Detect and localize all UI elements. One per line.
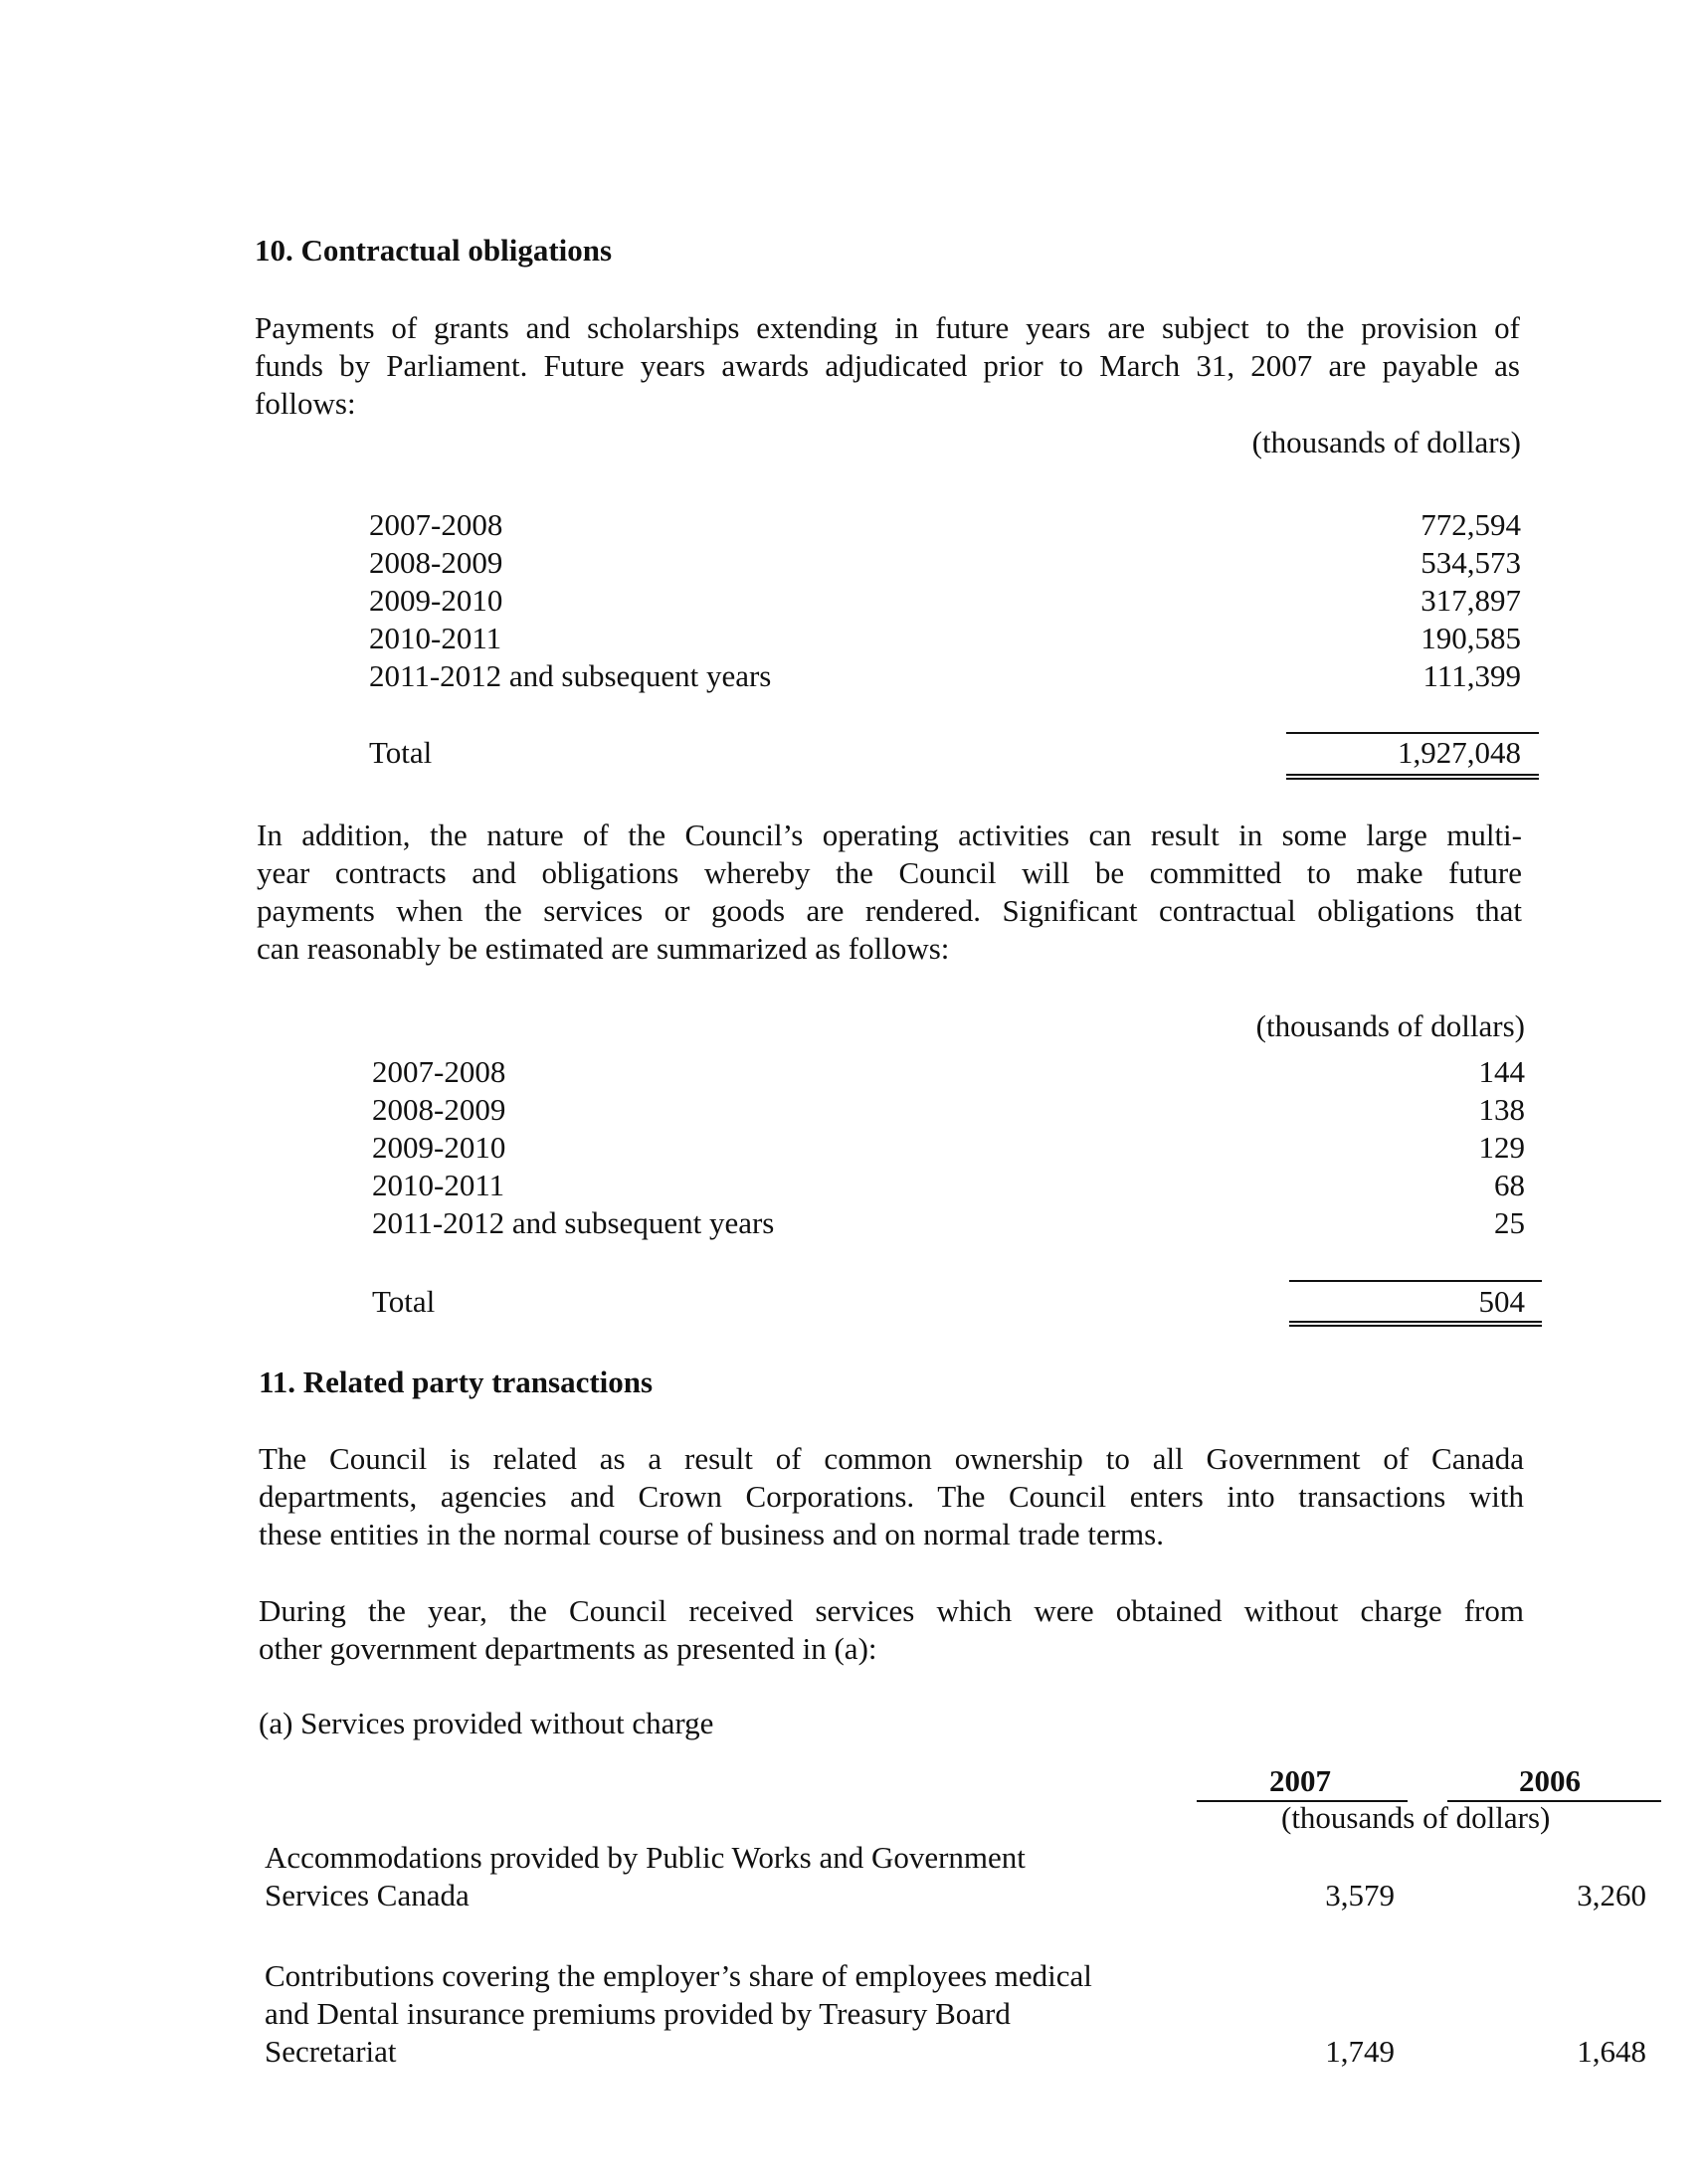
- paragraph-line: In addition, the nature of the Council’s operating activities can result in some large multi-: [257, 818, 1522, 852]
- services-row-value-2006: 3,260: [1577, 1878, 1646, 1912]
- table1-total-double-rule-2: [1286, 778, 1539, 780]
- services-column-header-2007: 2007: [1269, 1763, 1331, 1798]
- table2-row-period: 2009-2010: [372, 1130, 506, 1165]
- table2-total-label: Total: [372, 1284, 436, 1319]
- table2-total-value: 504: [1478, 1284, 1525, 1319]
- section-10-obligations-paragraph: [257, 817, 1522, 968]
- table1-row-period: 2009-2010: [369, 583, 503, 618]
- services-row-label-line: Contributions covering the employer’s share of employees medical: [265, 1958, 1092, 1993]
- table1-row-amount: 317,897: [1420, 583, 1521, 618]
- table2-row-amount: 68: [1494, 1168, 1525, 1202]
- table1-total-label: Total: [369, 735, 433, 770]
- table2-row-period: 2008-2009: [372, 1092, 506, 1127]
- table2-row-amount: 144: [1478, 1054, 1525, 1089]
- table1-total-value: 1,927,048: [1398, 735, 1521, 770]
- paragraph-line: follows:: [255, 386, 356, 421]
- services-row-label-line: Accommodations provided by Public Works and Government: [265, 1840, 1026, 1875]
- table1-row-amount: 772,594: [1420, 507, 1521, 542]
- table2-row-period: 2007-2008: [372, 1054, 506, 1089]
- paragraph-line: these entities in the normal course of business and on normal trade terms.: [259, 1517, 1164, 1551]
- table2-row-period: 2011-2012 and subsequent years: [372, 1205, 775, 1240]
- section-10-intro-paragraph: [255, 309, 1520, 423]
- section-11-heading: 11. Related party transactions: [259, 1365, 654, 1399]
- paragraph-line: Payments of grants and scholarships extending in future years are subject to the provision of: [255, 310, 1520, 345]
- paragraph-line: can reasonably be estimated are summarized as follows:: [257, 931, 950, 966]
- table2-row-amount: 25: [1494, 1205, 1525, 1240]
- paragraph-line: departments, agencies and Crown Corporations. The Council enters into transactions with: [259, 1479, 1524, 1514]
- table1-row-period: 2010-2011: [369, 621, 502, 655]
- table1-row-amount: 190,585: [1420, 621, 1521, 655]
- table2-total-top-rule: [1289, 1280, 1542, 1282]
- table2-total-double-rule-2: [1289, 1325, 1542, 1327]
- table2-unit-label: (thousands of dollars): [1255, 1008, 1525, 1043]
- table1-row-amount: 534,573: [1420, 545, 1521, 580]
- paragraph-line: The Council is related as a result of common ownership to all Government of Canada: [259, 1441, 1524, 1476]
- services-row-label-line: Secretariat: [265, 2034, 397, 2069]
- table2-row-period: 2010-2011: [372, 1168, 505, 1202]
- table2-total-double-rule-1: [1289, 1321, 1542, 1323]
- paragraph-line: payments when the services or goods are rendered. Significant contractual obligations that: [257, 893, 1522, 928]
- section-11-services-paragraph: [259, 1592, 1524, 1668]
- table1-row-period: 2008-2009: [369, 545, 503, 580]
- table1-row-period: 2007-2008: [369, 507, 503, 542]
- table1-row-period: 2011-2012 and subsequent years: [369, 658, 772, 693]
- paragraph-line: During the year, the Council received services which were obtained without charge from: [259, 1593, 1524, 1628]
- services-row-label-line: and Dental insurance premiums provided by Treasury Board: [265, 1996, 1011, 2031]
- services-row-value-2006: 1,648: [1577, 2034, 1646, 2069]
- services-unit-label: (thousands of dollars): [1281, 1800, 1551, 1835]
- services-subheading: (a) Services provided without charge: [259, 1706, 714, 1740]
- table2-row-amount: 138: [1478, 1092, 1525, 1127]
- section-11-related-party-paragraph: [259, 1440, 1524, 1553]
- section-10-heading: 10. Contractual obligations: [255, 233, 613, 268]
- table1-row-amount: 111,399: [1422, 658, 1521, 693]
- services-row-value-2007: 3,579: [1325, 1878, 1395, 1912]
- services-column-header-2006: 2006: [1519, 1763, 1581, 1798]
- services-row-value-2007: 1,749: [1325, 2034, 1395, 2069]
- paragraph-line: year contracts and obligations whereby the Council will be committed to make future: [257, 855, 1522, 890]
- paragraph-line: funds by Parliament. Future years awards adjudicated prior to March 31, 2007 are payable as: [255, 348, 1520, 383]
- table1-total-double-rule-1: [1286, 774, 1539, 776]
- table2-row-amount: 129: [1478, 1130, 1525, 1165]
- paragraph-line: other government departments as presented in (a):: [259, 1631, 877, 1666]
- services-row-label-line: Services Canada: [265, 1878, 470, 1912]
- table1-unit-label: (thousands of dollars): [1251, 425, 1521, 459]
